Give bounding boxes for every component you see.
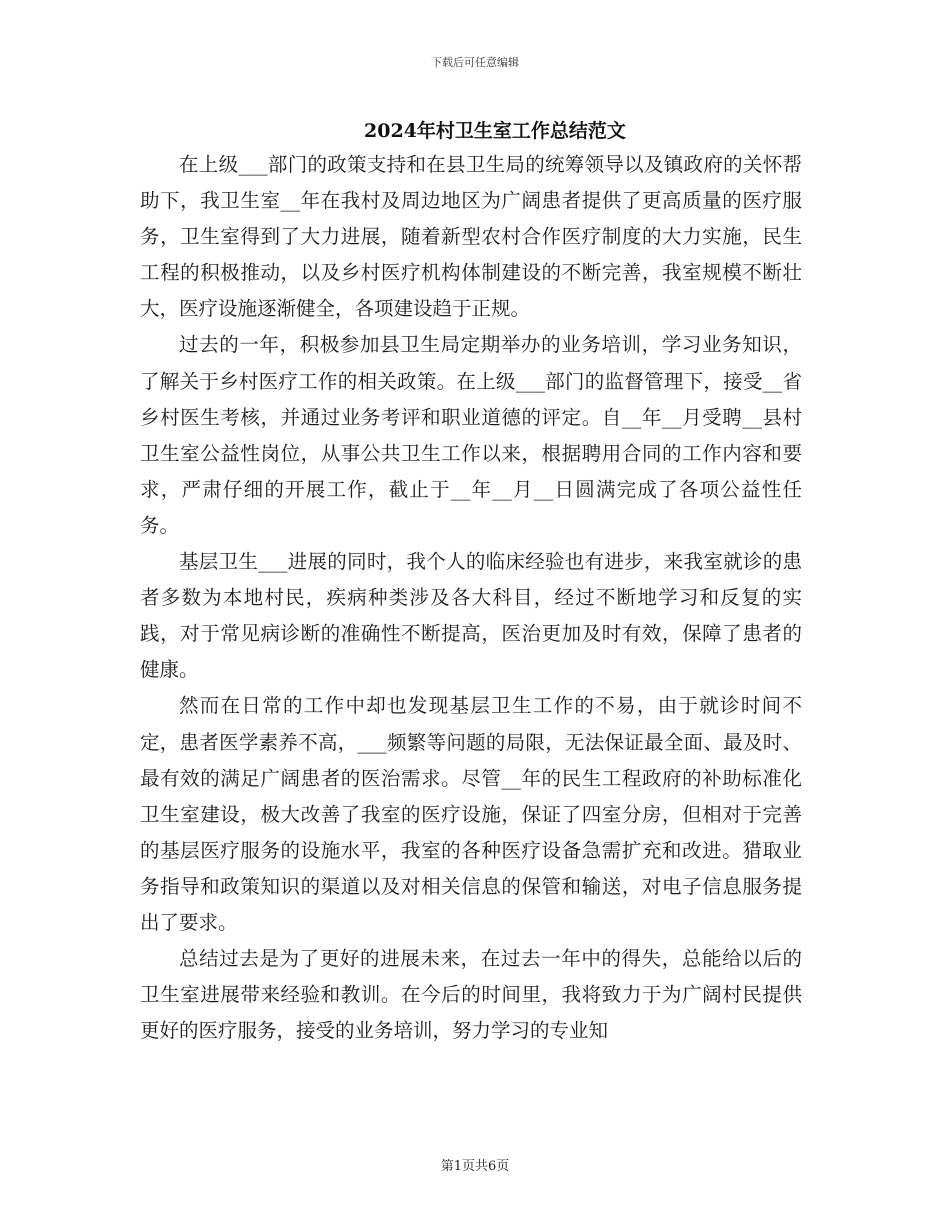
- header-note: 下载后可任意编辑: [431, 56, 519, 69]
- page-indicator: 第1页共6页: [440, 1159, 510, 1174]
- paragraph-1: 在上级___部门的政策支持和在县卫生局的统筹领导以及镇政府的关怀帮助下，我卫生室__年在我村及周边地区为广阔患者提供了更高质量的医疗服务，卫生室得到了大力进展，随着新型农村合作医疗制度的大力实施，民生工程的积极推动，以及乡村医疗机构体制建设的不断完善，我室规模不断壮大，医疗设施逐渐健全，各项建设趋于正规。: [140, 153, 802, 321]
- document-title: 2024年村卫生室工作总结范文: [364, 120, 626, 142]
- document-body: [140, 147, 802, 1049]
- paragraph-3: 基层卫生___进展的同时，我个人的临床经验也有进步，来我室就诊的患者多数为本地村民，疾病种类涉及各大科目，经过不断地学习和反复的实践，对于常见病诊断的准确性不断提高，医治更加及时有效，保障了患者的健康。: [140, 550, 802, 682]
- paragraph-4: 然而在日常的工作中却也发现基层卫生工作的不易，由于就诊时间不定，患者医学素养不高，___频繁等问题的局限，无法保证最全面、最及时、最有效的满足广阔患者的医治需求。尽管__年的民生工程政府的补助标准化卫生室建设，极大改善了我室的医疗设施，保证了四室分房，但相对于完善的基层医疗服务的设施水平，我室的各种医疗设备急需扩充和改进。猎取业务指导和政策知识的渠道以及对相关信息的保管和输送，对电子信息服务提出了要求。: [140, 694, 802, 934]
- paragraph-2: 过去的一年，积极参加县卫生局定期举办的业务培训，学习业务知识，了解关于乡村医疗工作的相关政策。在上级___部门的监督管理下，接受__省乡村医生考核，并通过业务考评和职业道德的评定。自__年__月受聘__县村卫生室公益性岗位，从事公共卫生工作以来，根据聘用合同的工作内容和要求，严肃仔细的开展工作，截止于__年__月__日圆满完成了各项公益性任务。: [140, 333, 802, 537]
- paragraph-5: 总结过去是为了更好的进展未来，在过去一年中的得失，总能给以后的卫生室进展带来经验和教训。在今后的时间里，我将致力于为广阔村民提供更好的医疗服务，接受的业务培训，努力学习的专业知: [140, 947, 802, 1043]
